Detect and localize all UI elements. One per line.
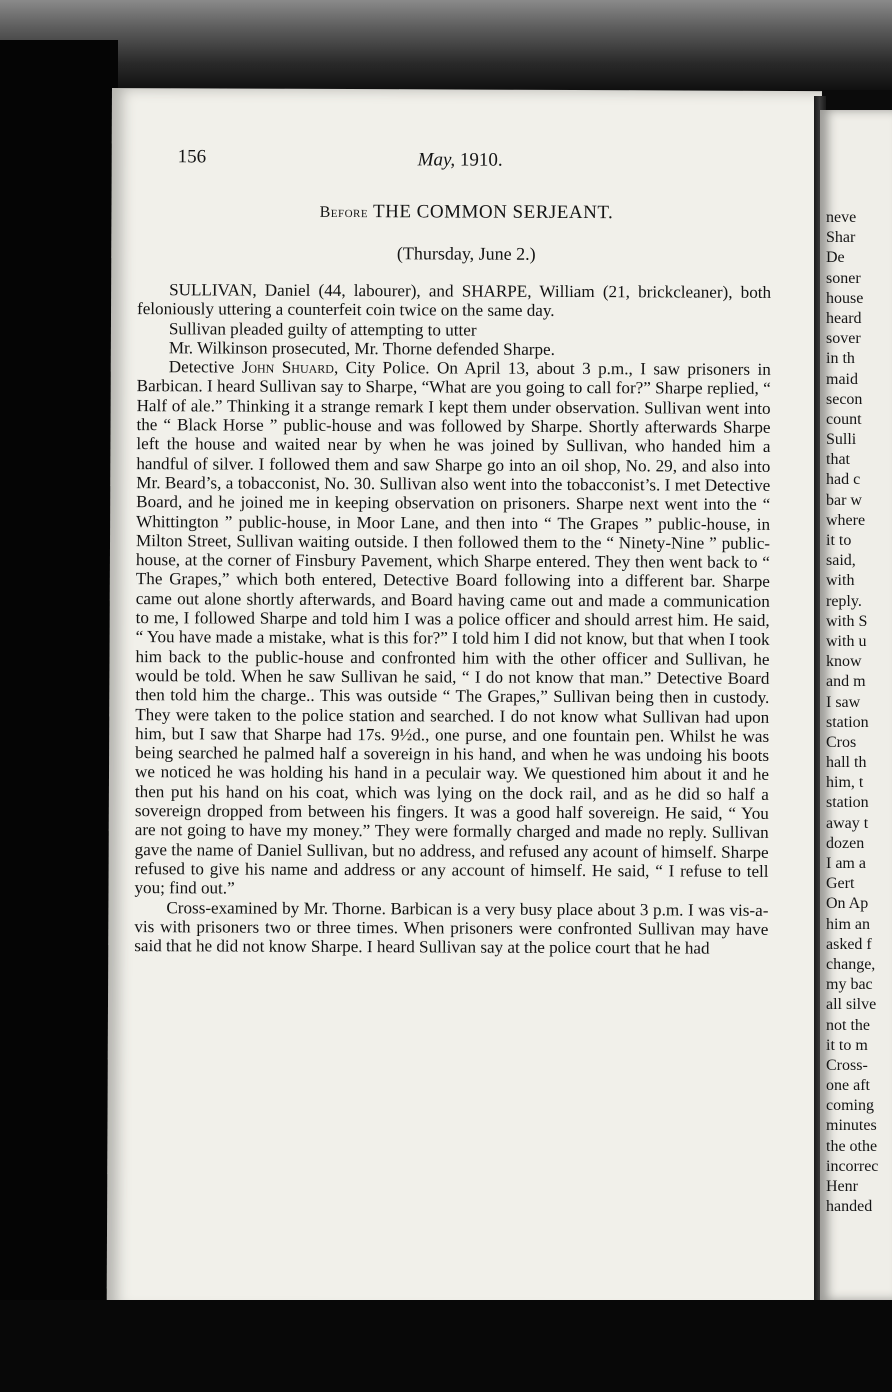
facing-page-line: all silve: [826, 996, 877, 1014]
facing-page-line: reply.: [826, 592, 862, 610]
facing-page-line: Gert: [826, 875, 855, 893]
facing-page-line: sover: [826, 330, 861, 348]
facing-page-line: the othe: [826, 1137, 878, 1155]
running-head: [418, 149, 503, 171]
facing-page-line: Cross-: [826, 1056, 868, 1074]
body-text: [134, 280, 771, 958]
facing-page-line: count: [826, 410, 862, 428]
facing-page-line: handed: [826, 1198, 873, 1216]
scan-background-left: [0, 40, 118, 1392]
facing-page-line: minutes: [826, 1117, 877, 1135]
facing-page-line: house: [826, 289, 864, 307]
facing-page-line: On Ap: [826, 895, 869, 913]
facing-page-line: know: [826, 653, 862, 671]
testimony-prefix: Detective: [168, 357, 242, 377]
facing-page-line: station: [826, 794, 869, 812]
facing-page-line: Henr: [826, 1178, 858, 1195]
facing-page-line: and m: [826, 673, 866, 691]
facing-page-line: had c: [826, 471, 861, 489]
facing-page-line: Cros: [826, 733, 857, 751]
facing-page-line: asked f: [826, 935, 872, 953]
plea-paragraph: Sullivan pleaded guilty of attempting to utter: [168, 318, 477, 340]
facing-page-line: soner: [826, 269, 861, 287]
section-title-text: THE COMMON SERJEANT.: [368, 201, 614, 224]
running-head-year: 1910.: [455, 149, 503, 171]
facing-page-line: him, t: [826, 774, 864, 792]
facing-page-line: it to: [826, 532, 852, 549]
facing-page-line: said,: [826, 552, 856, 570]
facing-page-line: Sulli: [826, 431, 857, 449]
facing-page-line: in th: [826, 350, 855, 368]
facing-page-line: with S: [826, 612, 868, 630]
facing-page-line: coming: [826, 1097, 874, 1115]
facing-page-line: maid: [826, 370, 858, 388]
facing-page-line: where: [826, 511, 866, 529]
section-title: [111, 200, 821, 225]
facing-page-text: [826, 208, 892, 1217]
facing-page-edge: [820, 110, 892, 1300]
facing-page-line: that: [826, 451, 850, 469]
facing-page-line: with u: [826, 632, 867, 650]
cross-examination-paragraph: Cross-examined by Mr. Thorne. Barbican is a very busy place about 3 p.m. I was vis-a-vis with prisoners two or three times. When prisoners were confronted Sullivan may have said that he did not know Sharpe. I heard Sullivan say at the police court that he had: [134, 897, 769, 958]
scan-background-top: [0, 0, 892, 90]
testimony-paragraph: [134, 357, 770, 900]
testimony-text: , City Police. On April 13, about 3 p.m., I saw prisoners in Barbican. I heard Sullivan say to Sharpe, “What are you going to call for?” Sharpe replied, “ Half of ale.” Thinking it a strange remark I kept them under observation. Sullivan went into the “ Black Horse ” public-house and was followed by Sharpe. Shortly afterwards Sharpe left the house and waited near by when he was joined by Sullivan, who handed him a handful of silver. I followed them and saw Sharpe go into an oil shop, No. 29, and also into Mr. Beard’s, a tobacconist, No. 30. Sullivan also went into the tobacconist’s. I met Detective Board, and he joined me in keeping observation on prisoners. Sharpe next went into the “ Whittington ” public-house, in Moor Lane, and then into “ The Grapes ” public-house, in Milton Street, Sullivan waiting outside. I then followed them to the “ Ninety-Nine ” public-house, at the corner of Finsbury Pavement, which Sharpe entered. They then went back to “ The Grapes,” which both entered, Detective Board following into a different bar. Sharpe came out alone shortly afterwards, and Board having came out and made a communication to me, I followed Sharpe and told him I was a police officer and should arrest him. He said, “ You have made a mistake, what is this for?” I told him I did not know, but that when I took him back to the public-house and confronted him with the other officer and Sullivan, he would be told. When he saw Sullivan he said, “ I do not know that man.” Detective Board then told him the charge.. This was outside “ The Grapes,” Sullivan being then in custody. They were taken to the police station and searched. I do not know what Sullivan had upon him, but I saw that Sharpe had 17s. 9½d., one purse, and one fountain pen. Whilst he was being searched he palmed half a sovereign in his hand, and when he was undoing his boots we noticed he was holding his hand in a peculair way. We questioned him about it and he then put his hand on his coat, which was lying on the dock rail, and as he did so half a sovereign dropped from between his fingers. It was a good half sovereign. He said, “ You are not going to have my money.” They were formally charged and made no reply. Sullivan gave the name of Daniel Sullivan, but no address, and refused any acount of himself. Sharpe refused to give his name and address or any account of himself. He said, “ I refuse to tell you; find out.”: [134, 358, 771, 898]
facing-page-line: Shar: [826, 229, 856, 247]
facing-page-line: De: [826, 249, 845, 267]
facing-page-line: neve: [826, 209, 857, 226]
scan-background-bottom: [0, 1300, 892, 1392]
facing-page-line: dozen: [826, 834, 865, 852]
page-number: 156: [177, 146, 207, 168]
book-page: [107, 88, 822, 1313]
facing-page-line: one aft: [826, 1077, 870, 1095]
facing-page-line: incorrec: [826, 1157, 879, 1175]
facing-page-line: I am a: [826, 855, 866, 872]
counsel-paragraph: Mr. Wilkinson prosecuted, Mr. Thorne defended Sharpe.: [168, 338, 555, 359]
facing-page-line: him an: [826, 915, 870, 933]
page-header: [178, 146, 778, 179]
facing-page-line: station: [826, 713, 869, 731]
witness-name: John Shuard: [241, 357, 335, 378]
indictment-paragraph: SULLIVAN, Daniel (44, labourer), and SHARPE, William (21, brickcleaner), both feloniously uttering a counterfeit coin twice on the same day.: [136, 280, 772, 321]
facing-page-line: bar w: [826, 491, 862, 509]
facing-page-line: heard: [826, 309, 862, 327]
facing-page-line: change,: [826, 955, 876, 973]
facing-page-line: secon: [826, 390, 863, 408]
facing-page-line: not the: [826, 1016, 870, 1034]
facing-page-line: I saw: [826, 693, 861, 711]
facing-page-line: with: [826, 572, 855, 590]
facing-page-line: away t: [826, 814, 869, 832]
facing-page-line: it to m: [826, 1036, 868, 1054]
running-head-month: May,: [417, 149, 456, 171]
facing-page-line: hall th: [826, 754, 867, 772]
session-date: (Thursday, June 2.): [396, 243, 536, 264]
facing-page-line: my bac: [826, 976, 873, 994]
section-title-prefix: Before: [319, 203, 369, 222]
